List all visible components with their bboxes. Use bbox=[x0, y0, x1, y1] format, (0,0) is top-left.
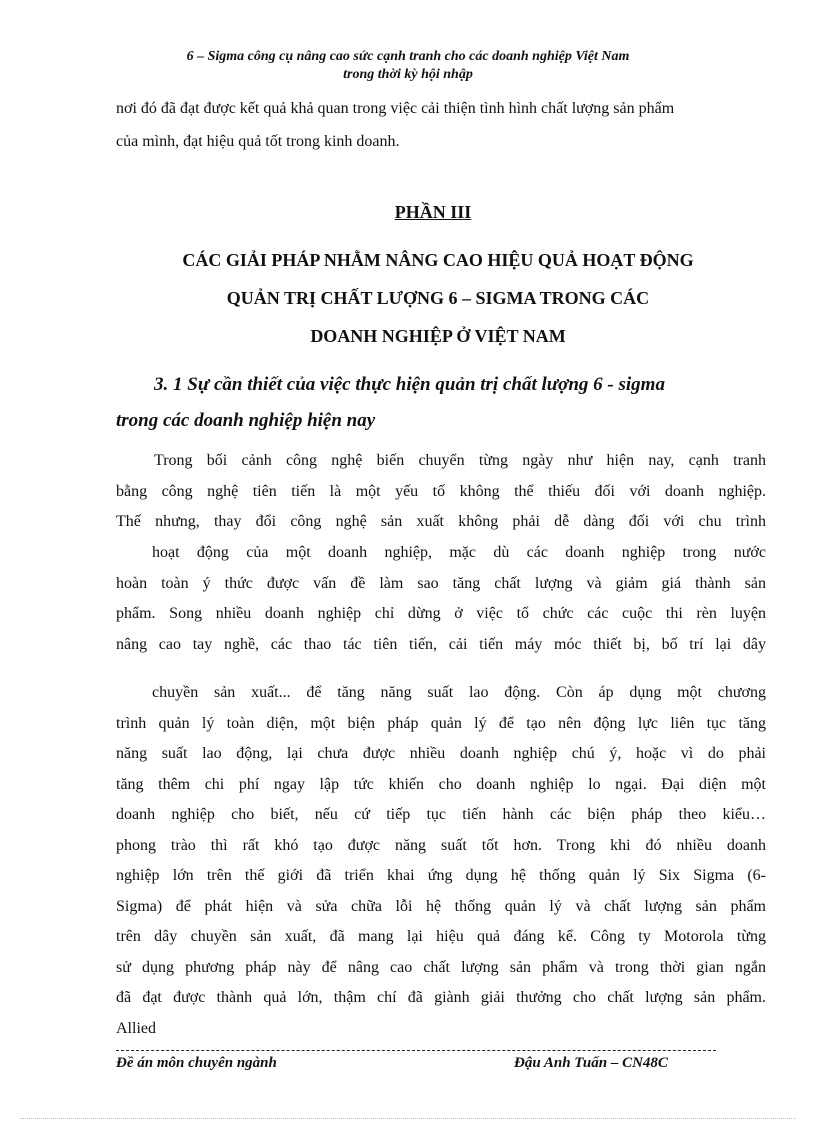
body-paragraph-3 bbox=[116, 678, 766, 1044]
body-line: năng suất lao động, lại chưa được nhiều doanh nghiệp chú ý, hoặc vì do phải bbox=[116, 745, 766, 762]
body-line: tăng thêm chi phí ngay lập tức khiến cho doanh nghiệp lo ngại. Đại diện một bbox=[116, 775, 766, 793]
body-line: Sigma) để phát hiện và sửa chữa lỗi hệ thống quản lý và chất lượng sản phẩm bbox=[116, 897, 766, 915]
section-heading-line-1: 3. 1 Sự cần thiết của việc thực hiện quản trị chất lượng 6 - sigma bbox=[154, 374, 665, 395]
part-label: PHẦN III bbox=[394, 202, 472, 222]
footer-divider bbox=[116, 1050, 716, 1051]
running-header-line-1: 6 – Sigma công cụ nâng cao sức cạnh tranh cho các doanh nghiệp Việt Nam bbox=[186, 49, 630, 64]
body-line: hoàn toàn ý thức được vấn đề làm sao tăng chất lượng và giảm giá thành sản bbox=[116, 574, 766, 592]
section-heading-line-2: trong các doanh nghiệp hiện nay bbox=[116, 410, 376, 431]
body-paragraph-1 bbox=[116, 446, 766, 538]
chapter-title-line-1: CÁC GIẢI PHÁP NHẰM NÂNG CAO HIỆU QUẢ HOẠT ĐỘNG bbox=[182, 250, 694, 270]
footer-course-label: Đề án môn chuyên ngành bbox=[116, 1055, 277, 1071]
body-line: trình quản lý toàn diện, một biện pháp quản lý để tạo nên động lực liên tục tăng bbox=[116, 714, 766, 732]
body-paragraph-2 bbox=[116, 538, 766, 660]
body-line: doanh nghiệp cho biết, nếu cứ tiếp tục tiến hành các biện pháp theo kiểu… bbox=[116, 806, 766, 823]
intro-line-1: nơi đó đã đạt được kết quả khả quan trong việc cải thiện tình hình chất lượng sản phẩm bbox=[116, 100, 675, 117]
body-line: nghiệp lớn trên thế giới đã triển khai ứng dụng hệ thống quản lý Six Sigma (6- bbox=[116, 867, 766, 884]
body-line: hoạt động của một doanh nghiệp, mặc dù các doanh nghiệp trong nước bbox=[152, 544, 766, 561]
body-line: Thế nhưng, thay đổi công nghệ sản xuất không phải dễ dàng đối với chu trình bbox=[116, 513, 766, 530]
running-header-line-2: trong thời kỳ hội nhập bbox=[343, 67, 473, 82]
page-bottom-edge bbox=[20, 1118, 796, 1119]
body-line: trên dây chuyền sản xuất, đã mang lại hiệu quả đáng kể. Công ty Motorola từng bbox=[116, 928, 766, 945]
intro-paragraph bbox=[116, 92, 772, 158]
footer-author: Đậu Anh Tuấn – CN48C bbox=[514, 1055, 668, 1071]
body-line: phong trào thì rất khó tạo được năng suất tốt hơn. Trong khi đó nhiều doanh bbox=[116, 836, 766, 854]
body-line: sử dụng phương pháp này để nâng cao chất lượng sản phẩm và trong thời gian ngắn bbox=[116, 958, 766, 976]
body-line: chuyền sản xuất... để tăng năng suất lao động. Còn áp dụng một chương bbox=[152, 684, 766, 701]
body-line: đã đạt được thành quả lớn, thậm chí đã giành giải thưởng cho chất lượng sản phẩm. bbox=[116, 989, 766, 1006]
chapter-title-line-2: QUẢN TRỊ CHẤT LƯỢNG 6 – SIGMA TRONG CÁC bbox=[226, 288, 650, 308]
body-line: Trong bối cảnh công nghệ biến chuyển từng ngày như hiện nay, cạnh tranh bbox=[154, 452, 766, 469]
chapter-title-line-3: DOANH NGHIỆP Ở VIỆT NAM bbox=[310, 326, 566, 346]
section-heading bbox=[116, 367, 772, 439]
chapter-title bbox=[120, 241, 756, 355]
body-line: phẩm. Song nhiều doanh nghiệp chỉ dừng ở việc tổ chức các cuộc thi rèn luyện bbox=[116, 605, 766, 622]
body-line: bằng công nghệ tiên tiến là một yếu tố không thể thiếu đối với doanh nghiệp. bbox=[116, 482, 766, 500]
body-line: Allied bbox=[116, 1019, 156, 1037]
running-header bbox=[0, 48, 816, 84]
body-line: nâng cao tay nghề, các thao tác tiên tiến, cải tiến máy móc thiết bị, bố trí lại dây bbox=[116, 635, 766, 653]
intro-line-2: của mình, đạt hiệu quả tốt trong kinh doanh. bbox=[116, 133, 400, 150]
